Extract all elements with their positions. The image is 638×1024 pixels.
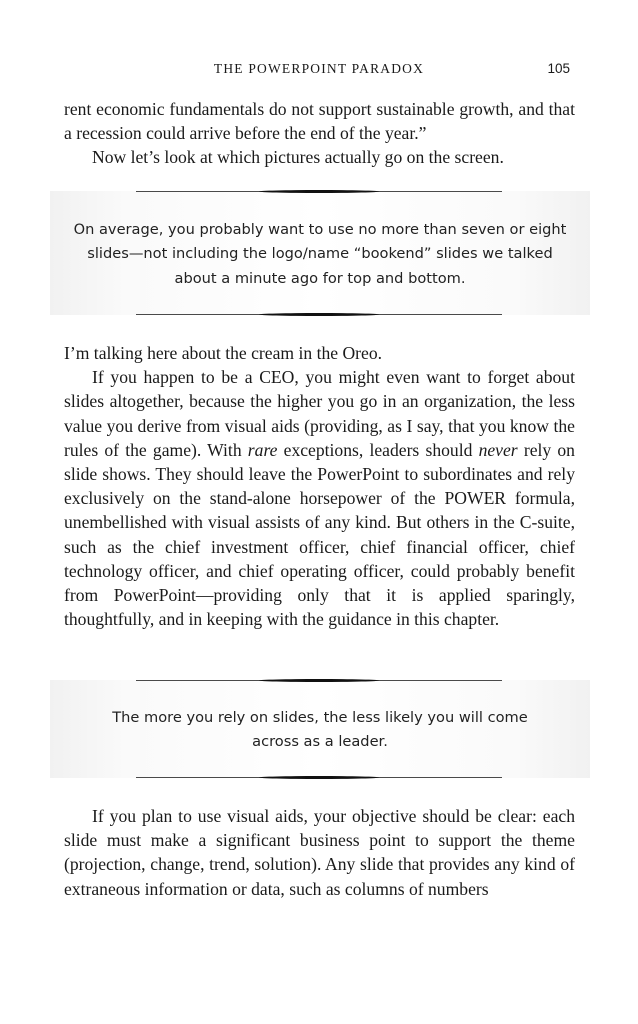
paragraph — [64, 365, 575, 631]
pull-quote-callout — [50, 680, 590, 778]
pull-quote-callout — [50, 191, 590, 315]
paragraph: Now let’s look at which pictures actually go on the screen. — [92, 147, 504, 168]
callout-bottom-rule — [136, 777, 502, 778]
running-header — [64, 61, 574, 83]
pull-quote-text: On average, you probably want to use no more than seven or eight slides—not including the logo/name “bookend” slides we talked about a minute ago for top and bottom. — [73, 221, 567, 287]
pull-quote-text: The more you rely on slides, the less likely you will come across as a leader. — [112, 709, 528, 751]
body-text-bottom — [64, 804, 575, 901]
text-run: exceptions, leaders should — [277, 439, 479, 460]
callout-bottom-rule — [136, 314, 502, 315]
emphasis-rare: rare — [247, 439, 278, 460]
paragraph: I’m talking here about the cream in the Oreo. — [64, 343, 383, 363]
text-run: rely on slide shows. They should leave the PowerPoint to subordinates and rely exclusively on the stand-alone horsepower of the POWER formula, unembellished with visual assists of any kind. But others in the C-suite, such as the chief investment officer, chief financial officer, chief technology officer, and chief operating officer, could probably benefit from PowerPoint—providing only that it is applied sparingly, thoughtfully, and in keeping with the guidance in this chapter. — [64, 439, 575, 630]
body-text-middle — [64, 341, 575, 631]
running-title: THE POWERPOINT PARADOX — [213, 61, 425, 76]
body-text-top — [64, 97, 575, 170]
text-run: If you happen to be a CEO, you might even want to forget about slides altogether, because the higher you go in an organization, the less value you derive from visual aids (providing, as I say, that you know the rules of the game). With — [64, 367, 575, 460]
paragraph: rent economic fundamentals do not support sustainable growth, and that a recession could arrive before the end of the year.” — [64, 99, 575, 144]
callout-top-rule — [136, 680, 502, 681]
emphasis-never: never — [478, 439, 518, 460]
page-number: 105 — [547, 61, 570, 76]
callout-top-rule — [136, 191, 502, 192]
paragraph: If you plan to use visual aids, your objective should be clear: each slide must make a significant business point to support the theme (projection, change, trend, solution). Any slide that provides any kind of extraneous information or data, such as columns of numbers — [64, 806, 575, 899]
